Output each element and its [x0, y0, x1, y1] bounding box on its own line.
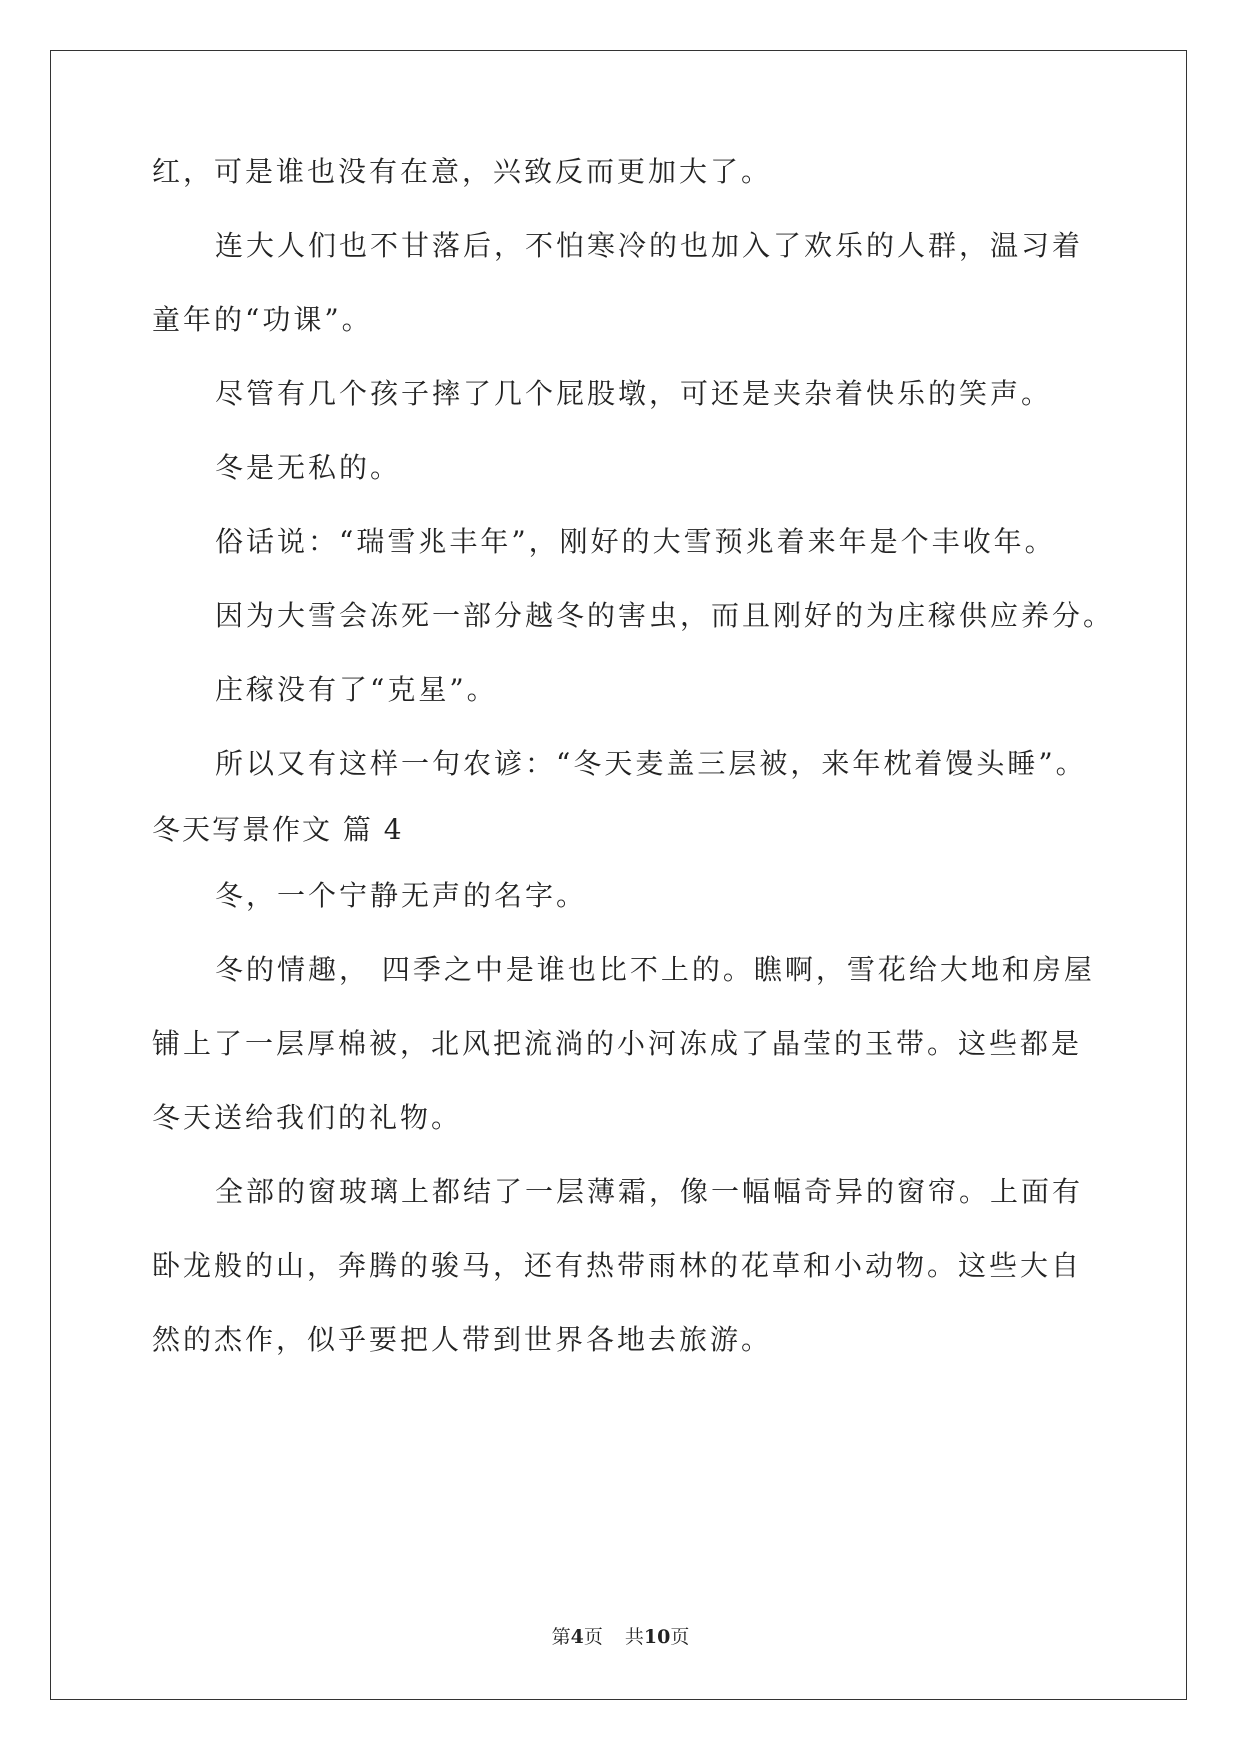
page-border — [50, 50, 1187, 1700]
footer-total-suffix: 页 — [670, 1626, 690, 1648]
section-heading: 冬天写景作文 篇 4 — [152, 813, 404, 846]
current-page-number: 4 — [570, 1626, 584, 1648]
text-line-14: 冬天送给我们的礼物。 — [152, 1101, 463, 1134]
footer-prefix: 第 — [551, 1626, 571, 1648]
text-line-3: 童年的“功课”。 — [152, 303, 373, 336]
paragraph-start-5: 冬是无私的。 — [215, 451, 402, 484]
footer-page-suffix: 页 — [583, 1626, 603, 1648]
paragraph-start-9: 所以又有这样一句农谚：“冬天麦盖三层被，来年枕着馒头睡”。 — [215, 747, 1087, 780]
page-number-footer — [0, 1625, 1241, 1649]
paragraph-start-15: 全部的窗玻璃上都结了一层薄霜，像一幅幅奇异的窗帘。上面有 — [215, 1175, 1084, 1208]
paragraph-start-7: 因为大雪会冻死一部分越冬的害虫，而且刚好的为庄稼供应养分。 — [215, 599, 1115, 632]
paragraph-start-12: 冬的情趣， 四季之中是谁也比不上的。瞧啊，雪花给大地和房屋 — [215, 953, 1095, 986]
total-page-count: 10 — [643, 1626, 671, 1648]
paragraph-start-8: 庄稼没有了“克星”。 — [215, 673, 498, 706]
text-line-1: 红，可是谁也没有在意，兴致反而更加大了。 — [152, 155, 773, 188]
text-line-13: 铺上了一层厚棉被，北风把流淌的小河冻成了晶莹的玉带。这些都是 — [152, 1027, 1083, 1060]
text-line-16: 卧龙般的山，奔腾的骏马，还有热带雨林的花草和小动物。这些大自 — [152, 1249, 1083, 1282]
paragraph-start-2: 连大人们也不甘落后，不怕寒冷的也加入了欢乐的人群，温习着 — [215, 229, 1084, 262]
paragraph-start-4: 尽管有几个孩子摔了几个屁股墩，可还是夹杂着快乐的笑声。 — [215, 377, 1053, 410]
footer-total-prefix: 共 — [624, 1626, 644, 1648]
text-line-17: 然的杰作，似乎要把人带到世界各地去旅游。 — [152, 1323, 773, 1356]
paragraph-start-6: 俗话说：“瑞雪兆丰年”，刚好的大雪预兆着来年是个丰收年。 — [215, 525, 1056, 558]
paragraph-start-11: 冬，一个宁静无声的名字。 — [215, 879, 588, 912]
